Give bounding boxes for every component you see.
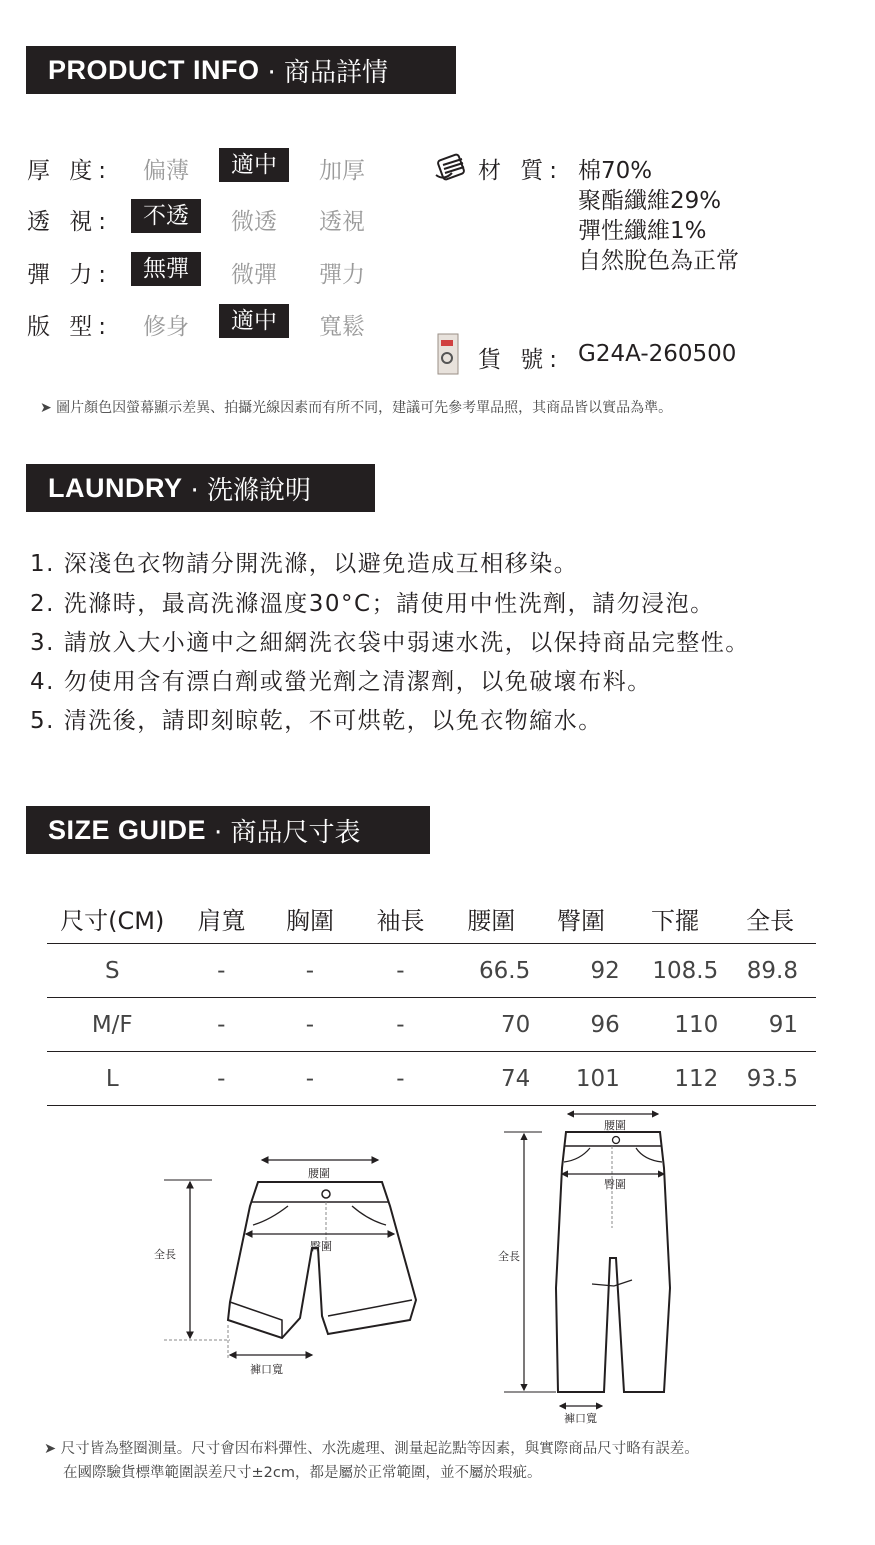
size-cell: M/F <box>47 998 178 1052</box>
column-header: 全長 <box>746 907 795 935</box>
attribute-option: 彈力 <box>319 262 365 288</box>
hip-label: 臀圍 <box>604 1178 626 1191</box>
column-header: 臀圍 <box>557 907 606 935</box>
attribute-label: 厚 度: <box>27 158 113 184</box>
table-cell: - <box>355 1052 446 1106</box>
table-row <box>47 998 816 1052</box>
waist-label: 腰圍 <box>604 1119 626 1132</box>
table-cell: 93.5 <box>724 1052 816 1106</box>
size-note-line2: 在國際驗貨標準範圍誤差尺寸±2cm，都是屬於正常範圍，並不屬於瑕疵。 <box>63 1465 542 1481</box>
table-cell: - <box>265 1052 355 1106</box>
attribute-label: 彈 力: <box>27 262 113 288</box>
product-info-heading-en: PRODUCT INFO <box>48 54 260 85</box>
column-header: 肩寬 <box>197 907 246 935</box>
attribute-option: 微透 <box>231 209 277 235</box>
size-cell: L <box>47 1052 178 1106</box>
pants-diagram <box>492 1108 692 1428</box>
table-cell: - <box>355 998 446 1052</box>
shorts-diagram <box>150 1150 430 1380</box>
table-cell: 74 <box>446 1052 536 1106</box>
attribute-option: 修身 <box>143 314 189 340</box>
size-table-header <box>47 894 816 944</box>
table-cell: 92 <box>536 944 626 998</box>
column-header: 腰圍 <box>467 907 516 935</box>
attribute-label: 版 型: <box>27 314 113 340</box>
thread-spool-icon <box>434 153 474 183</box>
hem-label: 褲口寬 <box>250 1363 283 1376</box>
hem-label: 褲口寬 <box>564 1412 597 1425</box>
table-cell: - <box>178 998 266 1052</box>
table-cell: - <box>265 998 355 1052</box>
column-header: 下擺 <box>651 907 700 935</box>
table-cell: 110 <box>626 998 724 1052</box>
table-cell: 96 <box>536 998 626 1052</box>
laundry-heading-en: LAUNDRY <box>48 472 183 503</box>
length-label: 全長 <box>498 1250 520 1263</box>
attribute-option: 偏薄 <box>143 158 189 184</box>
hip-label: 臀圍 <box>310 1240 332 1253</box>
table-cell: 66.5 <box>446 944 536 998</box>
waist-label: 腰圍 <box>308 1167 330 1180</box>
table-row <box>47 1052 816 1106</box>
attribute-option-selected: 適中 <box>219 148 289 182</box>
color-disclaimer: ➤ 圖片顏色因螢幕顯示差異、拍攝光線因素而有所不同，建議可先參考單品照，其商品皆以實品為準。 <box>40 400 673 416</box>
attribute-label: 透 視: <box>27 209 113 235</box>
size-guide-heading-zh: · 商品尺寸表 <box>214 817 361 848</box>
material-line: 彈性纖維1% <box>578 218 707 244</box>
table-cell: - <box>178 944 266 998</box>
attribute-option-selected: 無彈 <box>131 252 201 286</box>
material-line: 棉70% <box>578 158 653 184</box>
laundry-item: 4. 勿使用含有漂白劑或螢光劑之清潔劑，以免破壞布料。 <box>30 669 652 695</box>
sku-value: G24A-260500 <box>578 341 737 367</box>
product-info-heading-zh: · 商品詳情 <box>267 57 389 88</box>
material-line: 聚酯纖維29% <box>578 188 722 214</box>
material-label: 材 質: <box>478 158 564 184</box>
laundry-item: 5. 清洗後，請即刻晾乾，不可烘乾，以免衣物縮水。 <box>30 708 603 734</box>
laundry-item: 2. 洗滌時，最高洗滌溫度30°C；請使用中性洗劑，請勿浸泡。 <box>30 591 715 617</box>
table-cell: 89.8 <box>724 944 816 998</box>
table-cell: 101 <box>536 1052 626 1106</box>
table-cell: 70 <box>446 998 536 1052</box>
size-guide-heading <box>26 806 430 854</box>
size-cell: S <box>47 944 178 998</box>
attribute-option-selected: 適中 <box>219 304 289 338</box>
size-note-line1: ➤ 尺寸皆為整圈測量。尺寸會因布料彈性、水洗處理、測量起訖點等因素，與實際商品尺寸略有誤差。 <box>44 1441 699 1457</box>
sku-label: 貨 號: <box>478 347 564 373</box>
size-table <box>47 894 816 1106</box>
table-cell: - <box>265 944 355 998</box>
size-guide-heading-en: SIZE GUIDE <box>48 814 207 845</box>
table-cell: - <box>178 1052 266 1106</box>
table-cell: - <box>355 944 446 998</box>
laundry-heading-zh: · 洗滌說明 <box>190 475 312 506</box>
attribute-option: 透視 <box>319 209 365 235</box>
length-label: 全長 <box>154 1248 176 1261</box>
laundry-heading <box>26 464 375 512</box>
table-row <box>47 944 816 998</box>
attribute-option-selected: 不透 <box>131 199 201 233</box>
table-cell: 112 <box>626 1052 724 1106</box>
column-header: 胸圍 <box>285 907 334 935</box>
table-cell: 108.5 <box>626 944 724 998</box>
material-line: 自然脫色為正常 <box>578 248 739 274</box>
laundry-item: 1. 深淺色衣物請分開洗滌，以避免造成互相移染。 <box>30 551 579 577</box>
product-info-heading <box>26 46 456 94</box>
tag-icon <box>436 332 462 376</box>
column-header: 尺寸(CM) <box>60 907 165 935</box>
attribute-option: 加厚 <box>319 158 365 184</box>
attribute-option: 寬鬆 <box>319 314 365 340</box>
attribute-option: 微彈 <box>231 262 277 288</box>
column-header: 袖長 <box>376 907 425 935</box>
laundry-item: 3. 請放入大小適中之細網洗衣袋中弱速水洗，以保持商品完整性。 <box>30 630 750 656</box>
table-cell: 91 <box>724 998 816 1052</box>
